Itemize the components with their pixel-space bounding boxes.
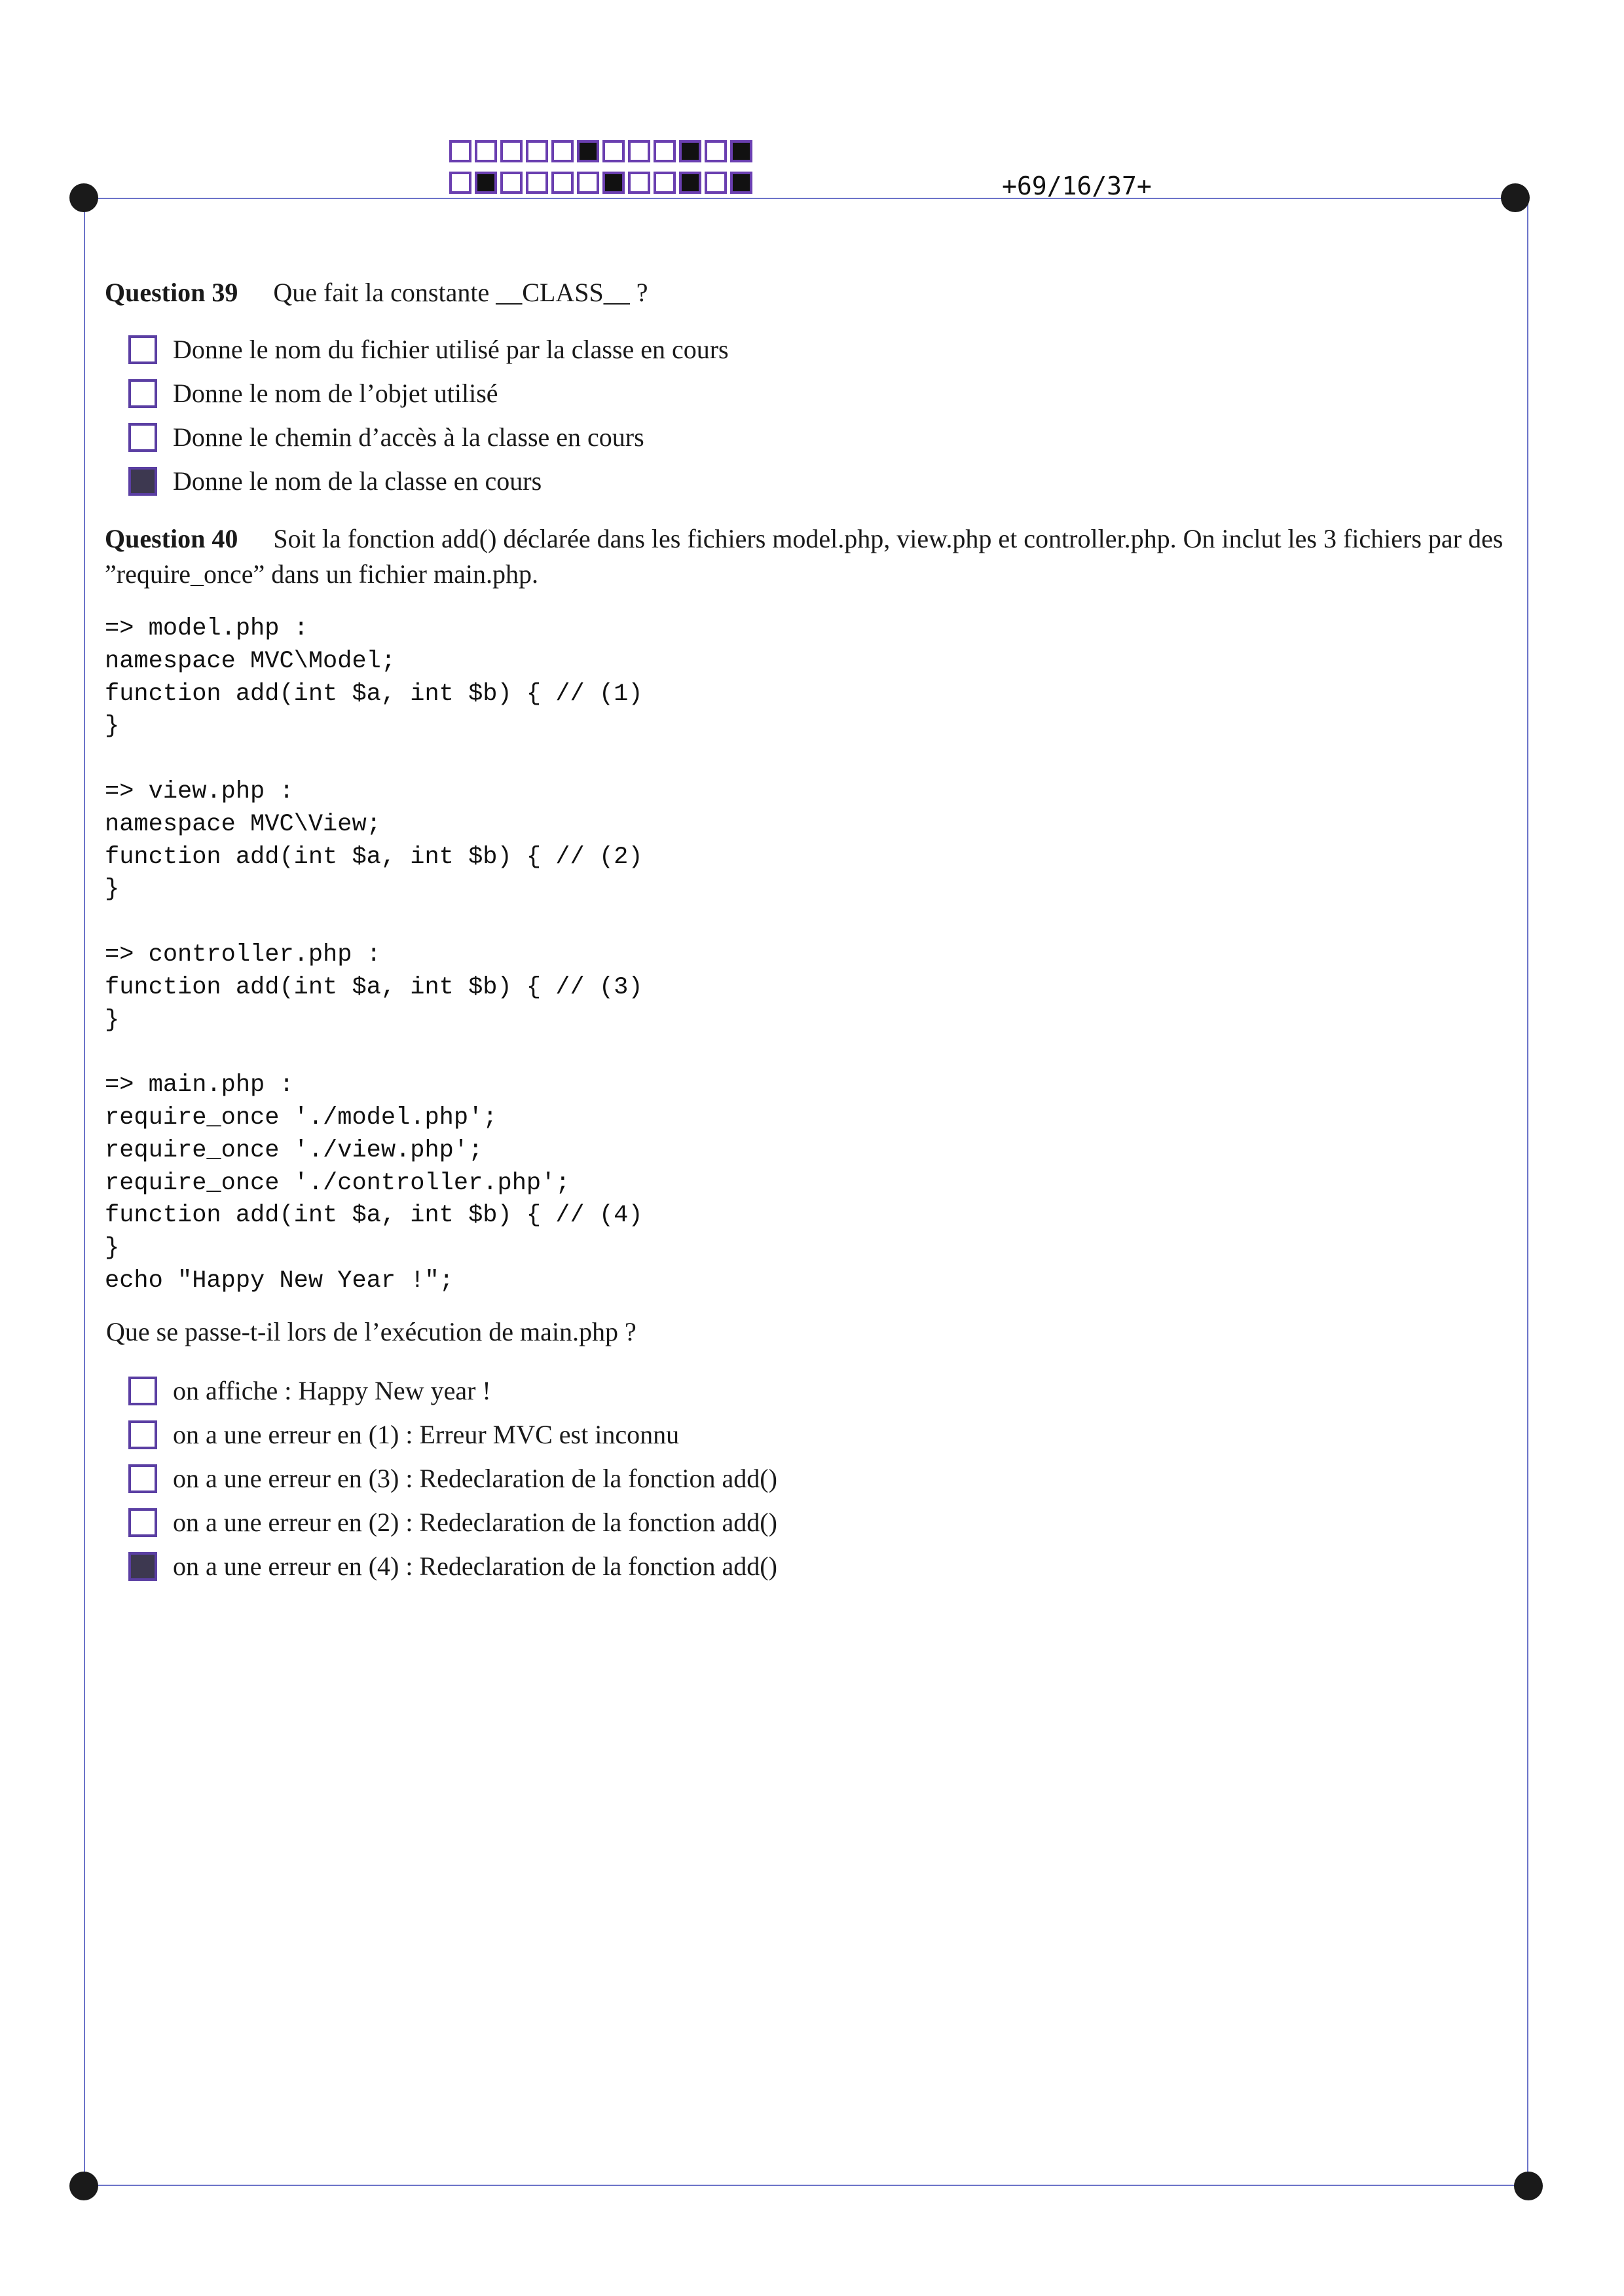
answer-label: on a une erreur en (2) : Redeclaration de la fonction add() <box>173 1508 777 1537</box>
barcode-cell <box>730 140 752 162</box>
checkbox[interactable] <box>128 1508 157 1537</box>
barcode-cell <box>730 172 752 194</box>
barcode-cell <box>526 172 548 194</box>
checkbox[interactable] <box>128 1377 157 1405</box>
barcode-cell <box>679 172 701 194</box>
answer-label: on a une erreur en (4) : Redeclaration de la fonction add() <box>173 1551 777 1581</box>
barcode-cell <box>526 140 548 162</box>
checkbox[interactable] <box>128 1464 157 1493</box>
answer-label: on a une erreur en (3) : Redeclaration de la fonction add() <box>173 1464 777 1493</box>
answer-label: Donne le nom de l’objet utilisé <box>173 379 498 408</box>
answer-option[interactable] <box>128 1456 777 1500</box>
barcode-cell <box>628 140 650 162</box>
question-text: Que fait la constante __CLASS__ ? <box>273 278 648 307</box>
registration-mark-bottom-left <box>69 2172 98 2200</box>
checkbox[interactable] <box>128 335 157 364</box>
page-id: +69/16/37+ <box>1002 172 1152 200</box>
barcode-cell <box>449 140 471 162</box>
answer-option[interactable] <box>128 1413 777 1456</box>
checkbox[interactable] <box>128 467 157 496</box>
barcode-cell <box>705 140 727 162</box>
question-40 <box>105 521 1506 592</box>
answer-option[interactable] <box>128 415 729 459</box>
checkbox[interactable] <box>128 1552 157 1581</box>
barcode-cell <box>577 140 599 162</box>
registration-mark-top-left <box>69 183 98 212</box>
code-block: => model.php : namespace MVC\Model; function add(int $a, int $b) { // (1) } => view.php : namespace MVC\View; function add(int $a, int $b) { // (2) } => controller.php : function add(int $a, int $b) { // (3) } => main.php : require_once './model.php'; require_once './view.php'; require_once './controller.php'; function add(int $a, int $b) { // (4) } echo "Happy New Year !"; <box>105 615 643 1295</box>
barcode-cell <box>679 140 701 162</box>
answer-option[interactable] <box>128 1369 777 1413</box>
answer-label: on a une erreur en (1) : Erreur MVC est inconnu <box>173 1420 680 1449</box>
barcode-cell <box>654 172 676 194</box>
barcode-cell <box>449 172 471 194</box>
answer-label: Donne le chemin d’accès à la classe en cours <box>173 422 644 452</box>
registration-mark-top-right <box>1501 183 1530 212</box>
barcode-cell <box>500 140 523 162</box>
question-text: Soit la fonction add() déclarée dans les fichiers model.php, view.php et controller.php. On inclut les 3 fichiers par des ”require_once” dans un fichier main.php. <box>105 524 1504 589</box>
barcode-row-2 <box>449 172 756 194</box>
answer-option[interactable] <box>128 371 729 415</box>
barcode-cell <box>705 172 727 194</box>
barcode-cell <box>551 140 574 162</box>
registration-mark-bottom-right <box>1514 2172 1543 2200</box>
barcode-cell <box>551 172 574 194</box>
barcode-cell <box>654 140 676 162</box>
barcode-cell <box>500 172 523 194</box>
answer-label: Donne le nom de la classe en cours <box>173 466 542 496</box>
barcode-cell <box>475 172 497 194</box>
answers-question-39 <box>128 327 729 503</box>
checkbox[interactable] <box>128 423 157 452</box>
barcode-cell <box>628 172 650 194</box>
checkbox[interactable] <box>128 1420 157 1449</box>
barcode-cell <box>577 172 599 194</box>
answer-option[interactable] <box>128 1544 777 1588</box>
checkbox[interactable] <box>128 379 157 408</box>
barcode-row-1 <box>449 140 756 162</box>
follow-up-question: Que se passe-t-il lors de l’exécution de main.php ? <box>106 1317 637 1346</box>
barcode-cell <box>475 140 497 162</box>
question-39 <box>105 275 1506 310</box>
question-label: Question 40 <box>105 524 238 553</box>
barcode-cell <box>602 172 625 194</box>
answers-question-40 <box>128 1369 777 1588</box>
barcode-cell <box>602 140 625 162</box>
answer-label: Donne le nom du fichier utilisé par la classe en cours <box>173 335 729 364</box>
answer-option[interactable] <box>128 459 729 503</box>
question-label: Question 39 <box>105 278 238 307</box>
answer-option[interactable] <box>128 1500 777 1544</box>
answer-label: on affiche : Happy New year ! <box>173 1376 491 1405</box>
answer-option[interactable] <box>128 327 729 371</box>
